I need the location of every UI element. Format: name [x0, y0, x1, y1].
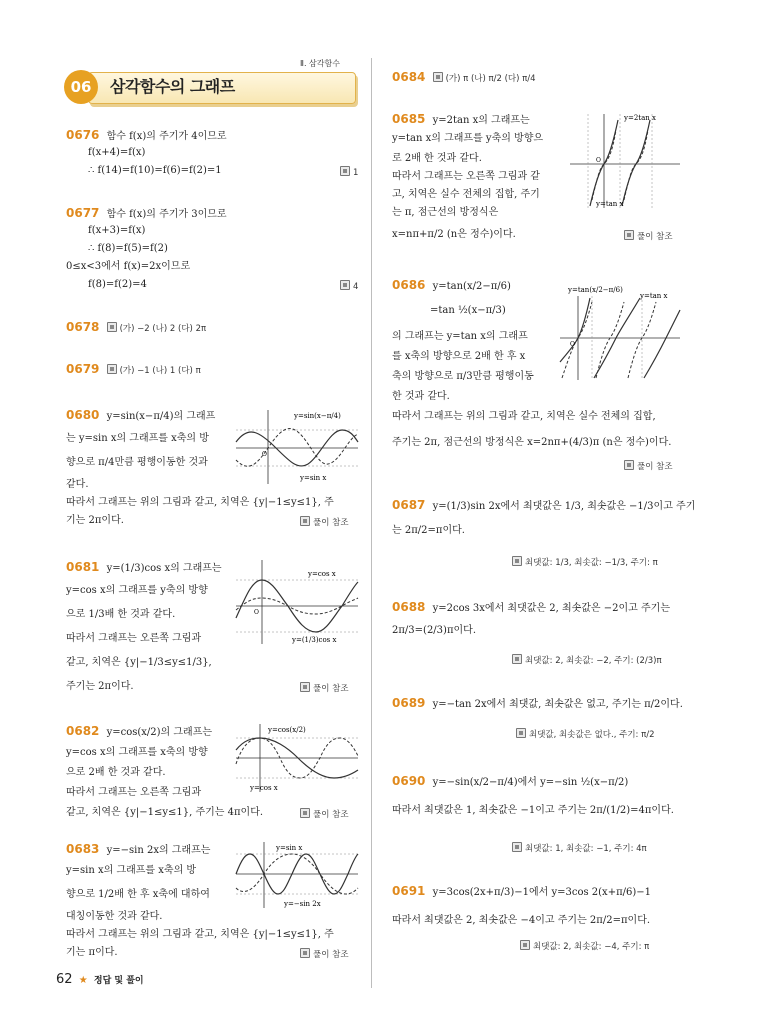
- answer: 풀이 참조: [300, 516, 349, 528]
- problem-0688: [392, 600, 670, 616]
- answer-icon: [300, 948, 310, 958]
- answer: 4: [340, 280, 358, 292]
- text-line: f(x+3)=f(x): [88, 225, 146, 236]
- column-divider: [371, 58, 372, 988]
- text-line: 따라서 그래프는 위의 그림과 같고, 치역은 {y|−1≤y≤1}, 주: [66, 497, 334, 508]
- answer: 최댓값: 2, 최솟값: −2, 주기: (2/3)π: [512, 654, 662, 666]
- curve-label: y=(1/3)cos x: [292, 636, 337, 644]
- text-line: y=sin x의 그래프를 x축의 방: [66, 865, 197, 876]
- curve-label: y=sin x: [300, 474, 327, 482]
- problem-0678: [66, 320, 206, 336]
- problem-0680: [66, 408, 215, 424]
- section-header: [64, 68, 358, 106]
- curve-label: y=tan(x/2−π/6): [568, 286, 623, 294]
- problem-0681: [66, 560, 222, 576]
- answer: 최댓값: 2, 최솟값: −4, 주기: π: [520, 940, 649, 952]
- text-line: 함수 f(x)의 주기가 4이므로: [106, 131, 227, 142]
- curve-label: y=2tan x: [624, 114, 656, 122]
- svg-text:O: O: [254, 609, 259, 616]
- answer-icon: [300, 682, 310, 692]
- text-line: 0≤x<3에서 f(x)=2x이므로: [66, 261, 191, 272]
- problem-0679: [66, 362, 201, 378]
- text-line: y=−sin 2x의 그래프는: [106, 845, 211, 856]
- text-line: y=2cos 3x에서 최댓값은 2, 최솟값은 −2이고 주기는: [432, 603, 670, 614]
- problem-number: 0679: [66, 362, 100, 376]
- text-line: 주기는 2π이다.: [66, 681, 134, 692]
- text-line: 향으로 1/2배 한 후 x축에 대하여: [66, 889, 210, 900]
- text-line: 는 2π/2=π이다.: [392, 525, 465, 536]
- svg-text:O: O: [596, 157, 601, 164]
- text-line: f(x+4)=f(x): [88, 147, 146, 158]
- graph-0683: [234, 838, 362, 910]
- problem-number: 0690: [392, 774, 426, 788]
- problem-number: 0681: [66, 560, 100, 574]
- problem-number: 0684: [392, 70, 426, 84]
- curve-label: y=cos x: [250, 784, 278, 792]
- answer: 풀이 참조: [624, 230, 673, 242]
- text-line: 대칭이동한 것과 같다.: [66, 911, 163, 922]
- text-line: 같고, 치역은 {y|−1≤y≤1}, 주기는 4π이다.: [66, 807, 264, 818]
- text-line: 주기는 2π, 점근선의 방정식은 x=2nπ+(4/3)π (n은 정수)이다.: [392, 437, 672, 448]
- text-line: 따라서 그래프는 오른쪽 그림과: [66, 787, 202, 798]
- problem-number: 0686: [392, 278, 426, 292]
- footer-label: 정답 및 풀이: [93, 976, 144, 986]
- text-line: y=cos x의 그래프를 x축의 방향: [66, 747, 208, 758]
- chapter-label: Ⅱ. 삼각함수: [300, 59, 340, 68]
- answer: 풀이 참조: [300, 682, 349, 694]
- answer-icon: [512, 654, 522, 664]
- text-line: 따라서 그래프는 오른쪽 그림과: [66, 633, 202, 644]
- text-line: 따라서 최댓값은 1, 최솟값은 −1이고 주기는 2π/(1/2)=4π이다.: [392, 805, 674, 816]
- answer-icon: [340, 280, 350, 290]
- answer-icon: [340, 166, 350, 176]
- text-line: 같다.: [66, 479, 89, 490]
- graph-0682: [234, 720, 362, 794]
- answer-icon: [107, 364, 117, 374]
- answer: 풀이 참조: [300, 808, 349, 820]
- problem-number: 0678: [66, 320, 100, 334]
- star-icon: ★: [78, 975, 88, 986]
- text-line: 의 그래프는 y=tan x의 그래프: [392, 331, 528, 342]
- curve-label: y=sin x: [276, 844, 303, 852]
- curve-label: y=tan x: [640, 292, 668, 300]
- answer-icon: [512, 556, 522, 566]
- answer: 최댓값: 1/3, 최솟값: −1/3, 주기: π: [512, 556, 658, 568]
- problem-0691: [392, 884, 651, 900]
- graph-0680: [234, 406, 362, 486]
- curve-label: y=cos x: [308, 570, 336, 578]
- text-line: 축의 방향으로 π/3만큼 평행이동: [392, 371, 534, 382]
- problem-number: 0676: [66, 128, 100, 142]
- svg-text:O: O: [262, 451, 267, 458]
- text-line: 따라서 그래프는 위의 그림과 같고, 치역은 실수 전체의 집합,: [392, 411, 656, 422]
- curve-label: y=sin(x−π/4): [294, 412, 341, 420]
- answer: 최댓값, 최솟값은 없다., 주기: π/2: [516, 728, 655, 740]
- answer: 풀이 참조: [300, 948, 349, 960]
- answer-icon: [520, 940, 530, 950]
- answer-icon: [512, 842, 522, 852]
- text-line: y=2tan x의 그래프는: [432, 115, 530, 126]
- text-line: y=(1/3)cos x의 그래프는: [106, 563, 222, 574]
- problem-0682: [66, 724, 212, 740]
- problem-0689: [392, 696, 683, 712]
- answer: 1: [340, 166, 358, 178]
- problem-number: 0680: [66, 408, 100, 422]
- problem-number: 0688: [392, 600, 426, 614]
- answer-icon: [107, 322, 117, 332]
- section-title: 삼각함수의 그래프: [110, 77, 235, 96]
- text-line: y=sin(x−π/4)의 그래프: [106, 411, 216, 422]
- problem-number: 0677: [66, 206, 100, 220]
- text-line: 같고, 치역은 {y|−1/3≤y≤1/3},: [66, 657, 212, 668]
- problem-0684: [392, 70, 536, 86]
- text-line: 따라서 그래프는 위의 그림과 같고, 치역은 {y|−1≤y≤1}, 주: [66, 929, 334, 940]
- section-number: 06: [64, 70, 98, 104]
- text-line: 한 것과 같다.: [392, 391, 450, 402]
- curve-label: y=−sin 2x: [284, 900, 321, 908]
- text-line: 기는 π이다.: [66, 947, 118, 958]
- problem-number: 0687: [392, 498, 426, 512]
- text-line: y=tan x의 그래프를 y축의 방향으: [392, 133, 544, 144]
- problem-number: 0691: [392, 884, 426, 898]
- text-line: 는 y=sin x의 그래프를 x축의 방: [66, 433, 209, 444]
- problem-number: 0683: [66, 842, 100, 856]
- problem-number: 0685: [392, 112, 426, 126]
- graph-0681: [234, 556, 362, 646]
- answer: (가) −2 (나) 2 (다) 2π: [107, 324, 207, 334]
- text-line: ∴ f(8)=f(5)=f(2): [88, 243, 168, 254]
- answer-icon: [433, 72, 443, 82]
- text-line: 따라서 최댓값은 2, 최솟값은 −4이고 주기는 2π/2=π이다.: [392, 915, 651, 926]
- problem-number: 0689: [392, 696, 426, 710]
- problem-0685: [392, 112, 530, 128]
- text-line: y=−tan 2x에서 최댓값, 최솟값은 없고, 주기는 π/2이다.: [432, 699, 683, 710]
- svg-text:O: O: [570, 341, 575, 348]
- text-line: x=nπ+π/2 (n은 정수)이다.: [392, 229, 516, 240]
- curve-label: y=cos(x/2): [268, 726, 306, 734]
- problem-0686: [392, 278, 511, 294]
- answer-icon: [300, 808, 310, 818]
- problem-0690: [392, 774, 628, 790]
- curve-label: y=tan x: [596, 200, 624, 208]
- text-line: 으로 2배 한 것과 같다.: [66, 767, 166, 778]
- page-number: 62: [56, 972, 73, 987]
- text-line: f(8)=f(2)=4: [88, 279, 147, 290]
- page-footer: [56, 972, 144, 987]
- answer: 최댓값: 1, 최솟값: −1, 주기: 4π: [512, 842, 647, 854]
- answer-icon: [300, 516, 310, 526]
- answer-icon: [516, 728, 526, 738]
- text-line: 를 x축의 방향으로 2배 한 후 x: [392, 351, 526, 362]
- answer: 풀이 참조: [624, 460, 673, 472]
- text-line: y=tan(x/2−π/6): [432, 281, 511, 292]
- problem-0683: [66, 842, 210, 858]
- text-line: y=(1/3)sin 2x에서 최댓값은 1/3, 최솟값은 −1/3이고 주기: [432, 501, 696, 512]
- text-line: y=cos x의 그래프를 y축의 방향: [66, 585, 208, 596]
- text-line: y=cos(x/2)의 그래프는: [106, 727, 213, 738]
- text-line: 2π/3=(2/3)π이다.: [392, 625, 477, 636]
- answer-icon: [624, 460, 634, 470]
- answer-icon: [624, 230, 634, 240]
- text-line: 로 2배 한 것과 같다.: [392, 153, 482, 164]
- text-line: y=3cos(2x+π/3)−1에서 y=3cos 2(x+π/6)−1: [432, 887, 652, 898]
- problem-0676: [66, 128, 227, 144]
- text-line: 따라서 그래프는 오른쪽 그림과 같: [392, 171, 540, 182]
- text-line: 고, 치역은 실수 전체의 집합, 주기: [392, 189, 540, 200]
- answer: (가) −1 (나) 1 (다) π: [107, 366, 201, 376]
- text-line: 함수 f(x)의 주기가 3이므로: [106, 209, 227, 220]
- text-line: 는 π, 점근선의 방정식은: [392, 207, 499, 218]
- text-line: 으로 1/3배 한 것과 같다.: [66, 609, 176, 620]
- graph-0686: [556, 282, 684, 382]
- text-line: =tan ½(x−π/3): [430, 305, 506, 316]
- problem-0677: [66, 206, 227, 222]
- text-line: 향으로 π/4만큼 평행이동한 것과: [66, 457, 208, 468]
- text-line: y=−sin(x/2−π/4)에서 y=−sin ½(x−π/2): [432, 777, 629, 788]
- problem-0687: [392, 498, 695, 514]
- graph-0685: [566, 110, 684, 210]
- answer: (가) π (나) π/2 (다) π/4: [433, 74, 536, 84]
- text-line: 기는 2π이다.: [66, 515, 124, 526]
- problem-number: 0682: [66, 724, 100, 738]
- text-line: ∴ f(14)=f(10)=f(6)=f(2)=1: [88, 165, 222, 176]
